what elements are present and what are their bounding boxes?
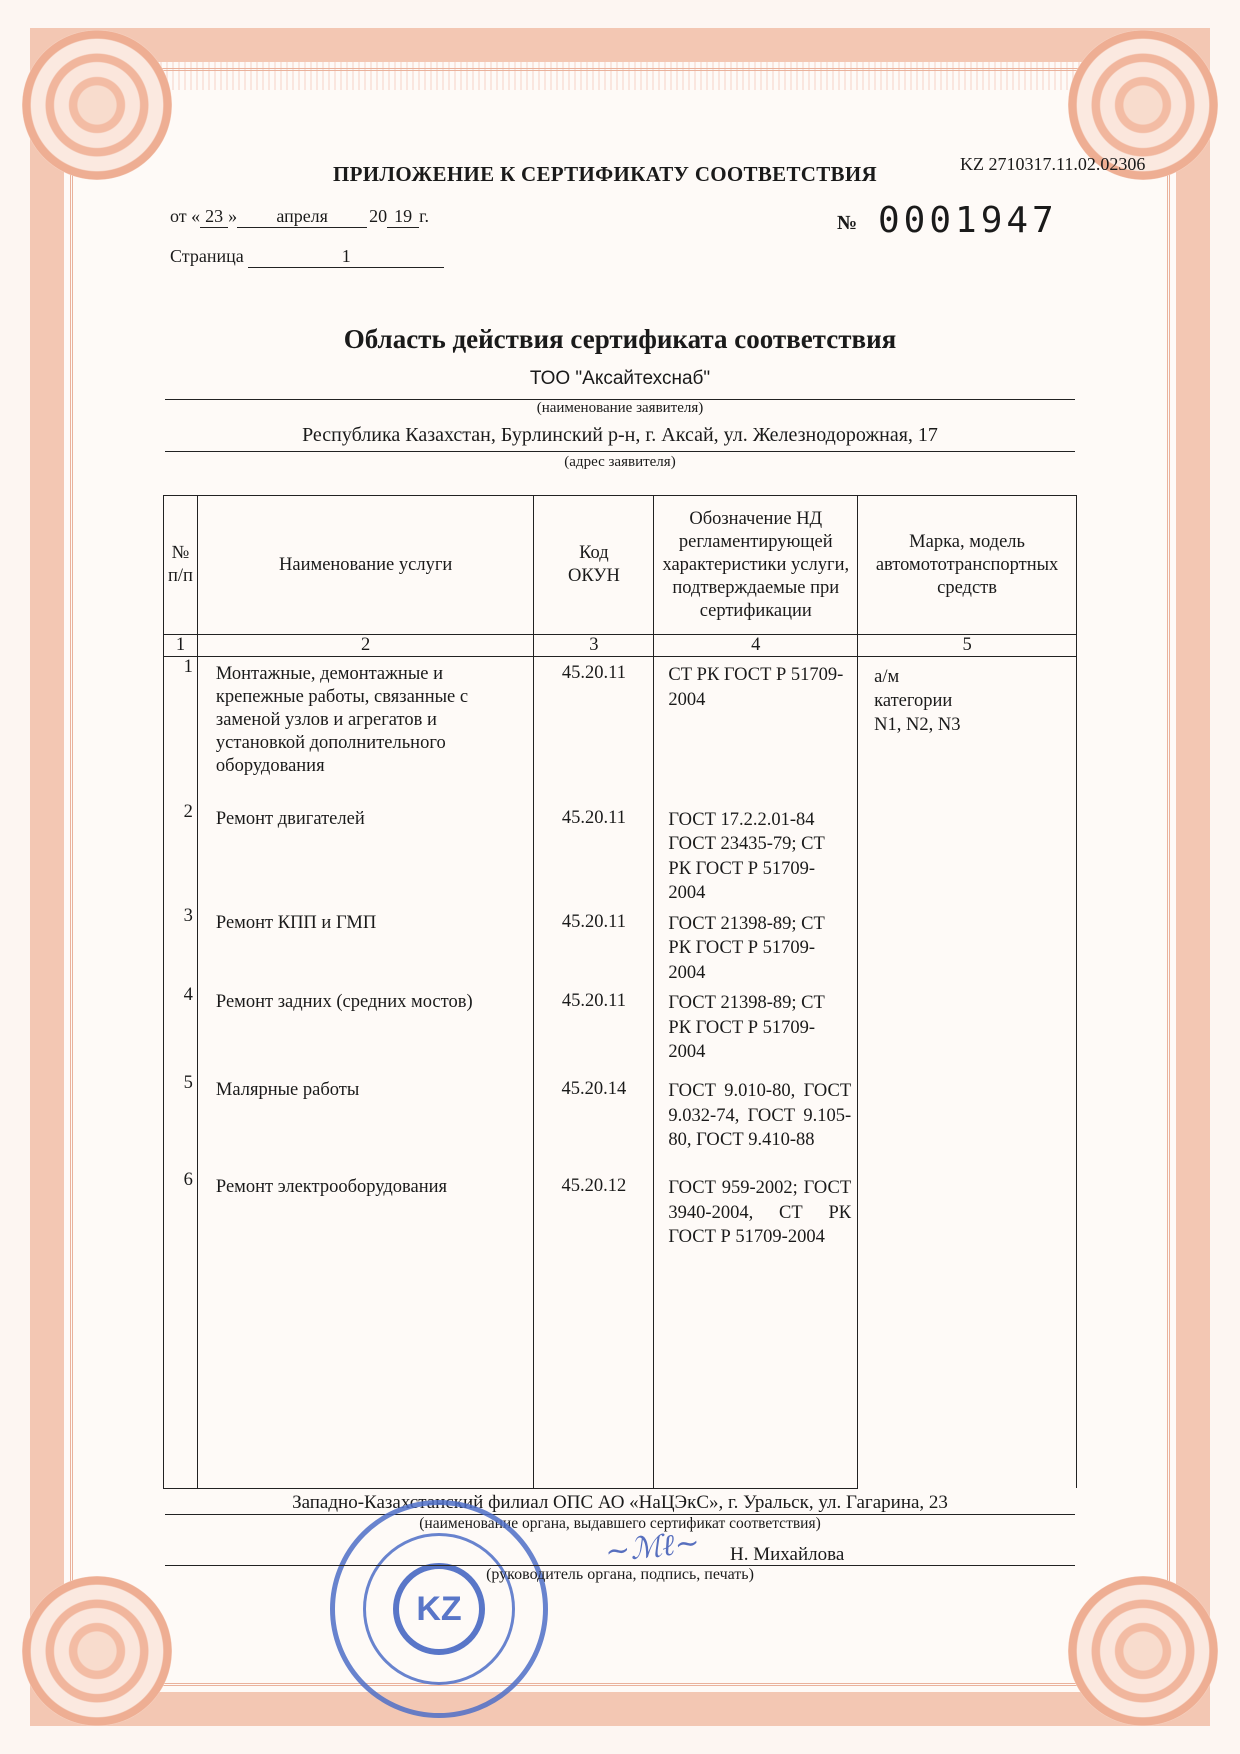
normative-docs: СТ РК ГОСТ Р 51709-2004 bbox=[654, 657, 858, 802]
number-label: № bbox=[837, 212, 858, 234]
row-number: 4 bbox=[164, 985, 198, 1073]
normative-docs: ГОСТ 17.2.2.01-84 ГОСТ 23435-79; СТ РК ГОСТ Р 51709-2004 bbox=[654, 802, 858, 906]
signer-name: Н. Михайлова bbox=[730, 1544, 845, 1565]
issuer-name: Западно-Казахстанский филиал ОПС АО «НаЦЭкС», г. Уральск, ул. Гагарина, 23 bbox=[292, 1492, 948, 1513]
service-name: Ремонт двигателей bbox=[197, 802, 534, 906]
applicant-name: ТОО "Аксайтехснаб" bbox=[529, 368, 711, 389]
signer-caption: (руководитель органа, подпись, печать) bbox=[486, 1566, 754, 1583]
normative-docs: ГОСТ 959-2002; ГОСТ 3940-2004, СТ РК ГОСТ Р 51709-2004 bbox=[654, 1170, 858, 1270]
okun-code: 45.20.11 bbox=[534, 906, 654, 986]
header-normative-docs: Обозначение НД регламентирующей характеристики услуги, подтверждаемые при сертификации bbox=[654, 496, 858, 635]
page-line bbox=[170, 246, 444, 268]
date-prefix: от « bbox=[170, 206, 201, 226]
row-number: 3 bbox=[164, 906, 198, 986]
date-day: 23 bbox=[200, 206, 228, 228]
certificate-registration-number: KZ 2710317.11.02.02306 bbox=[960, 154, 1146, 174]
date-line bbox=[170, 206, 429, 228]
service-name: Ремонт задних (средних мостов) bbox=[197, 985, 534, 1073]
header-service-name: Наименование услуги bbox=[197, 496, 534, 635]
column-number: 4 bbox=[654, 635, 858, 657]
normative-docs: ГОСТ 9.010-80, ГОСТ 9.032-74, ГОСТ 9.105-80, ГОСТ 9.410-88 bbox=[654, 1073, 858, 1170]
signature-icon: ~ℳℓ~ bbox=[603, 1525, 702, 1570]
table-header-row bbox=[164, 496, 1077, 635]
issuer-caption: (наименование органа, выдавшего сертификат соответствия) bbox=[419, 1515, 821, 1532]
date-year: 19 bbox=[387, 206, 419, 228]
page-number: 1 bbox=[248, 246, 444, 268]
okun-code: 45.20.11 bbox=[534, 802, 654, 906]
normative-docs: ГОСТ 21398-89; СТ РК ГОСТ Р 51709-2004 bbox=[654, 985, 858, 1073]
page-label: Страница bbox=[170, 246, 244, 266]
corner-rosette-bottom-left bbox=[22, 1576, 172, 1726]
okun-code: 45.20.11 bbox=[534, 657, 654, 802]
corner-rosette-bottom-right bbox=[1068, 1576, 1218, 1726]
year-suffix: г. bbox=[419, 206, 429, 226]
table-row bbox=[164, 657, 1077, 802]
row-number: 2 bbox=[164, 802, 198, 906]
document-title: ПРИЛОЖЕНИЕ К СЕРТИФИКАТУ СООТВЕТСТВИЯ bbox=[333, 162, 877, 186]
column-number: 1 bbox=[164, 635, 198, 657]
okun-code: 45.20.12 bbox=[534, 1170, 654, 1270]
service-name: Малярные работы bbox=[197, 1073, 534, 1170]
column-number: 3 bbox=[534, 635, 654, 657]
services-table bbox=[163, 495, 1077, 1489]
header-number: № п/п bbox=[164, 496, 198, 635]
year-prefix: 20 bbox=[369, 206, 388, 226]
vehicle-brand-text: а/м категории N1, N2, N3 bbox=[874, 667, 961, 735]
date-close: » bbox=[228, 206, 238, 226]
column-number: 2 bbox=[197, 635, 534, 657]
header-okun-code: Код ОКУН bbox=[534, 496, 654, 635]
applicant-address-line bbox=[165, 451, 1075, 452]
scope-title: Область действия сертификата соответствия bbox=[343, 324, 897, 354]
okun-code: 45.20.14 bbox=[534, 1073, 654, 1170]
applicant-name-caption: (наименование заявителя) bbox=[536, 400, 704, 416]
corner-rosette-top-left bbox=[22, 30, 172, 180]
okun-code: 45.20.11 bbox=[534, 985, 654, 1073]
stamp-logo-icon: KZ bbox=[393, 1563, 485, 1655]
column-number: 5 bbox=[858, 635, 1077, 657]
official-stamp bbox=[330, 1500, 548, 1718]
service-name: Ремонт электрооборудования bbox=[197, 1170, 534, 1270]
service-name: Монтажные, демонтажные и крепежные работы, связанные с заменой узлов и агрегатов и установкой дополнительного оборудования bbox=[197, 657, 534, 802]
row-number: 1 bbox=[164, 657, 198, 802]
vehicle-brand bbox=[858, 657, 1077, 1489]
applicant-address: Республика Казахстан, Бурлинский р-н, г. Аксай, ул. Железнодорожная, 17 bbox=[302, 424, 938, 446]
header-vehicle-brand: Марка, модель автомототранспортных средств bbox=[858, 496, 1077, 635]
normative-docs: ГОСТ 21398-89; СТ РК ГОСТ Р 51709-2004 bbox=[654, 906, 858, 986]
applicant-address-caption: (адрес заявителя) bbox=[564, 454, 676, 470]
service-name: Ремонт КПП и ГМП bbox=[197, 906, 534, 986]
row-number: 5 bbox=[164, 1073, 198, 1170]
row-number: 6 bbox=[164, 1170, 198, 1270]
date-month: апреля bbox=[237, 206, 367, 228]
column-numbers-row bbox=[164, 635, 1077, 657]
document-number: 0001947 bbox=[878, 200, 1058, 241]
